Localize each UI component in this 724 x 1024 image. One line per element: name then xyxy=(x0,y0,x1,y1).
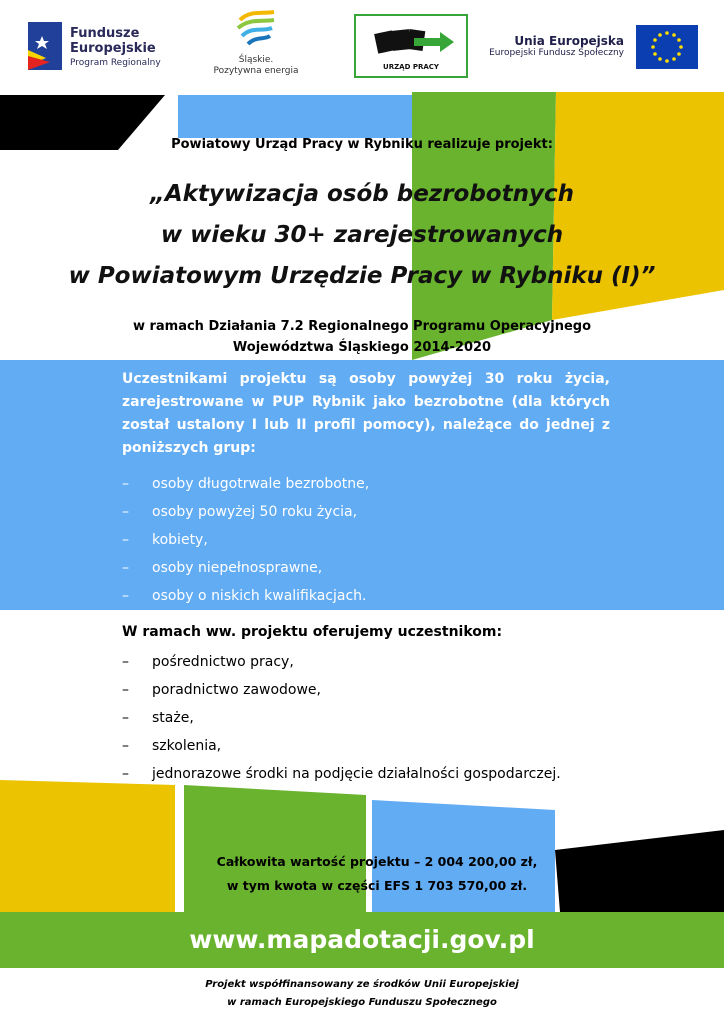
participants-groups-list xyxy=(122,470,622,610)
ue-subtitle: Europejski Fundusz Społeczny xyxy=(489,48,624,58)
list-item: – osoby niepełnosprawne, xyxy=(122,554,622,582)
list-item: – osoby powyżej 50 roku życia, xyxy=(122,498,622,526)
list-item: – osoby długotrwale bezrobotne, xyxy=(122,470,622,498)
subtitle-line-1: w ramach Działania 7.2 Regionalnego Programu Operacyjnego xyxy=(132,319,592,334)
offer-3: staże, xyxy=(152,710,194,726)
fundusze-europejskie-icon xyxy=(28,22,66,72)
slaskie-line1: Śląskie. xyxy=(238,55,274,65)
funding-line-2: w tym kwota w części EFS 1 703 570,00 zł. xyxy=(226,878,528,893)
project-title xyxy=(0,174,724,297)
offer-2: poradnictwo zawodowe, xyxy=(152,682,321,698)
website-link[interactable]: www.mapadotacji.gov.pl xyxy=(189,925,535,954)
subtitle-line-2: Województwa Śląskiego 2014-2020 xyxy=(232,340,492,355)
intro-text: Powiatowy Urząd Pracy w Rybniku realizuje projekt: xyxy=(171,137,553,152)
footer-line-2: w ramach Europejskiego Funduszu Społecznego xyxy=(227,997,497,1008)
footer-line-1: Projekt współfinansowany ze środków Unii Europejskiej xyxy=(205,979,519,990)
group-2: osoby powyżej 50 roku życia, xyxy=(152,504,358,520)
title-line-2: w wieku 30+ zarejestrowanych xyxy=(160,222,564,248)
urzad-pracy-logo xyxy=(354,14,468,78)
funding-info xyxy=(0,850,724,898)
fundusze-line2: Europejskie xyxy=(70,41,156,56)
eu-flag-icon xyxy=(636,25,698,69)
list-item: – szkolenia, xyxy=(122,732,682,760)
participants-intro: Uczestnikami projektu są osoby powyżej 30 roku życia, zarejestrowane w PUP Rybnik jako bezrobotne (dla których został ustalony I lub II profil pomocy), należące do jednej z poniższych grup: xyxy=(122,371,610,456)
title-line-1: „Aktywizacja osób bezrobotnych xyxy=(150,181,574,207)
urzad-pracy-label: URZĄD PRACY xyxy=(383,63,439,71)
list-item: – osoby o niskich kwalifikacjach. xyxy=(122,582,622,610)
offer-5: jednorazowe środki na podjęcie działalności gospodarczej. xyxy=(152,766,561,782)
group-4: osoby niepełnosprawne, xyxy=(152,560,323,576)
offer-4: szkolenia, xyxy=(152,738,222,754)
project-subtitle xyxy=(0,316,724,358)
funding-line-1: Całkowita wartość projektu – 2 004 200,00 zł, xyxy=(216,854,538,869)
top-blue-shape xyxy=(178,95,412,138)
group-1: osoby długotrwale bezrobotne, xyxy=(152,476,370,492)
footer-note xyxy=(0,976,724,1012)
fundusze-line1: Fundusze xyxy=(70,26,140,41)
group-3: kobiety, xyxy=(152,532,208,548)
title-line-3: w Powiatowym Urzędzie Pracy w Rybniku (I)” xyxy=(68,263,656,289)
list-item: – jednorazowe środki na podjęcie działalności gospodarczej. xyxy=(122,760,682,788)
group-5: osoby o niskich kwalifikacjach. xyxy=(152,588,367,604)
urzad-pracy-icon xyxy=(374,24,454,58)
list-item: – kobiety, xyxy=(122,526,622,554)
offer-heading: W ramach ww. projektu oferujemy uczestnikom: xyxy=(122,624,503,640)
logos-row xyxy=(0,0,724,92)
fundusze-line3: Program Regionalny xyxy=(70,58,161,68)
list-item: – poradnictwo zawodowe, xyxy=(122,676,682,704)
list-item: – staże, xyxy=(122,704,682,732)
ue-title: Unia Europejska xyxy=(514,34,624,48)
offer-list xyxy=(122,648,682,788)
slaskie-line2: Pozytywna energia xyxy=(213,66,299,76)
list-item: – pośrednictwo pracy, xyxy=(122,648,682,676)
slaskie-logo-icon xyxy=(234,10,278,52)
offer-1: pośrednictwo pracy, xyxy=(152,654,294,670)
